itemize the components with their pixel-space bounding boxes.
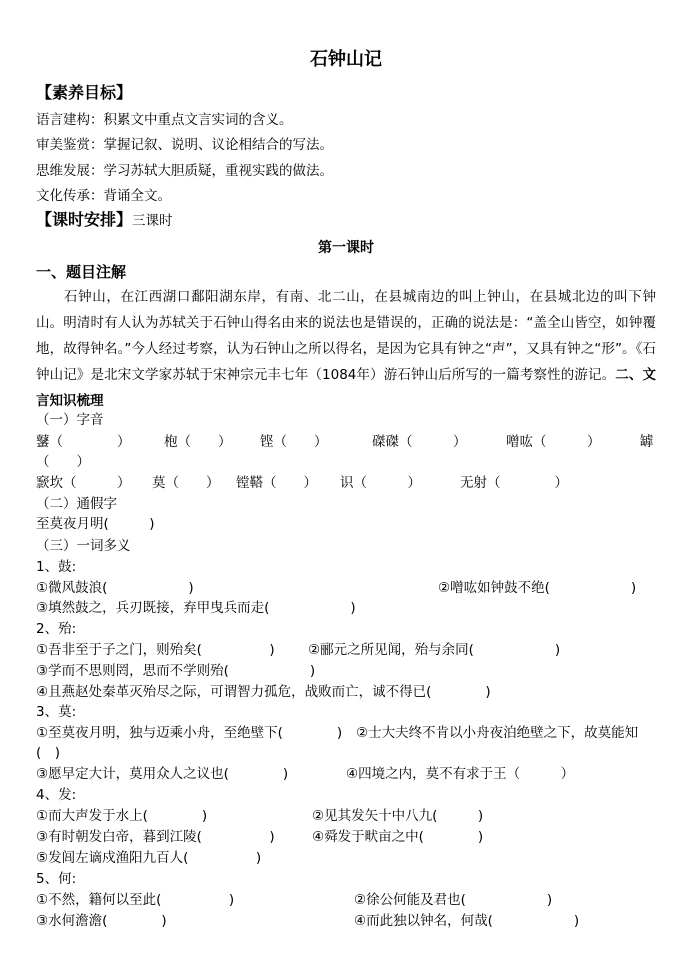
goal-item-4: 文化传承：背诵全文。 xyxy=(36,188,171,204)
exercise-item: ④舜发于畎亩之中( ) xyxy=(312,829,484,845)
pron-item: 莫（ ） xyxy=(152,475,220,491)
goals-heading: 【素养目标】 xyxy=(36,83,133,102)
exercise-item: ②噌吰如钟鼓不绝( ) xyxy=(438,580,637,596)
pron-item: 铿（ ） xyxy=(260,434,328,450)
pron-item: 噌吰（ ） xyxy=(506,434,601,450)
section-1-heading: 一、题目注解 xyxy=(36,263,127,281)
duoyi-heading: （三）一词多义 xyxy=(36,538,131,554)
exercise-item: ①至莫夜月明，独与迈乘小舟，至绝壁下( ) xyxy=(36,725,343,741)
pron-item: 窾坎（ ） xyxy=(36,475,131,491)
pron-item: 枹（ ） xyxy=(164,434,232,450)
pron-item: 罅 xyxy=(640,434,654,450)
group-1-label: 1、鼓: xyxy=(36,559,77,575)
exercise-item: ③学而不思则罔，思而不学则殆( ) xyxy=(36,663,316,679)
pron-item: 磔磔（ ） xyxy=(372,434,467,450)
goal-item-3: 思维发展：学习苏轼大胆质疑，重视实践的做法。 xyxy=(36,163,333,179)
exercise-item: ②郦元之所见闻，殆与余同( ) xyxy=(308,642,561,658)
schedule-value: 三课时 xyxy=(132,213,173,229)
exercise-item: ③填然鼓之，兵刃既接，弃甲曳兵而走( ) xyxy=(36,600,356,616)
tongjia-heading: （二）通假字 xyxy=(36,496,117,512)
title-notes-paragraph xyxy=(36,284,656,414)
pron-item: 镗鞳（ ） xyxy=(236,475,317,491)
pronunciation-heading: （一）字音 xyxy=(36,412,104,428)
exercise-item: ①不然，籍何以至此( ) xyxy=(36,892,235,908)
group-3-label: 3、莫: xyxy=(36,704,77,720)
exercise-item-wrap: ( ) xyxy=(36,745,61,761)
goal-item-2: 审美鉴赏：掌握记叙、说明、议论相结合的写法。 xyxy=(36,137,333,153)
exercise-item: ①吾非至于子之门，则殆矣( ) xyxy=(36,642,275,658)
lesson-heading: 第一课时 xyxy=(318,240,374,256)
document-title: 石钟山记 xyxy=(310,49,382,70)
exercise-item: ④且燕赵处秦革灭殆尽之际，可谓智力孤危，战败而亡，诚不得已( ) xyxy=(36,684,491,700)
group-4-label: 4、发: xyxy=(36,787,77,803)
tongjia-item: 至莫夜月明( ) xyxy=(36,516,155,532)
pron-item: 鼜（ ） xyxy=(36,434,131,450)
exercise-item: ③水何澹澹( ) xyxy=(36,913,167,929)
exercise-item: ④而此独以钟名，何哉( ) xyxy=(354,913,580,929)
exercise-item: ②见其发矢十中八九( ) xyxy=(312,808,484,824)
group-5-label: 5、何: xyxy=(36,871,77,887)
schedule-heading: 【课时安排】 xyxy=(36,210,133,229)
exercise-item: ①而大声发于水上( ) xyxy=(36,808,208,824)
title-notes-text: 石钟山，在江西湖口鄱阳湖东岸，有南、北二山，在县城南边的叫上钟山，在县城北边的叫下钟山。明清时有人认为苏轼关于石钟山得名由来的说法也是错误的，正确的说法是：“盖全山皆空，如钟覆地，故得钟名。”今人经过考察，认为石钟山之所以得名，是因为它具有钟之“声”，又具有钟之“形”。《石钟山记》是北宋文学家苏轼于宋神宗元丰七年（1084年）游石钟山后所写的一篇考察性的游记。 xyxy=(36,289,656,383)
schedule-line xyxy=(36,210,173,231)
pron-item: 识（ ） xyxy=(340,475,421,491)
exercise-item: ⑤发闾左谪戍渔阳九百人( ) xyxy=(36,850,262,866)
pronunciation-row-1-wrap: （ ） xyxy=(36,454,90,470)
exercise-item: ③愿早定大计，莫用众人之议也( ) xyxy=(36,766,289,782)
goal-item-1: 语言建构：积累文中重点文言实词的含义。 xyxy=(36,112,293,128)
exercise-item: ③有时朝发白帝，暮到江陵( ) xyxy=(36,829,275,845)
group-2-label: 2、殆: xyxy=(36,621,77,637)
section-2-heading: 二、文言知识梳理 xyxy=(36,367,657,409)
exercise-item: ②士大夫终不肯以小舟夜泊绝壁之下，故莫能知 xyxy=(356,725,639,741)
exercise-item: ④四境之内，莫不有求于王（ ） xyxy=(346,766,575,782)
pron-item: 无射（ ） xyxy=(460,475,568,491)
exercise-item: ①微风鼓浪( ) xyxy=(36,580,194,596)
exercise-item: ②徐公何能及君也( ) xyxy=(354,892,553,908)
